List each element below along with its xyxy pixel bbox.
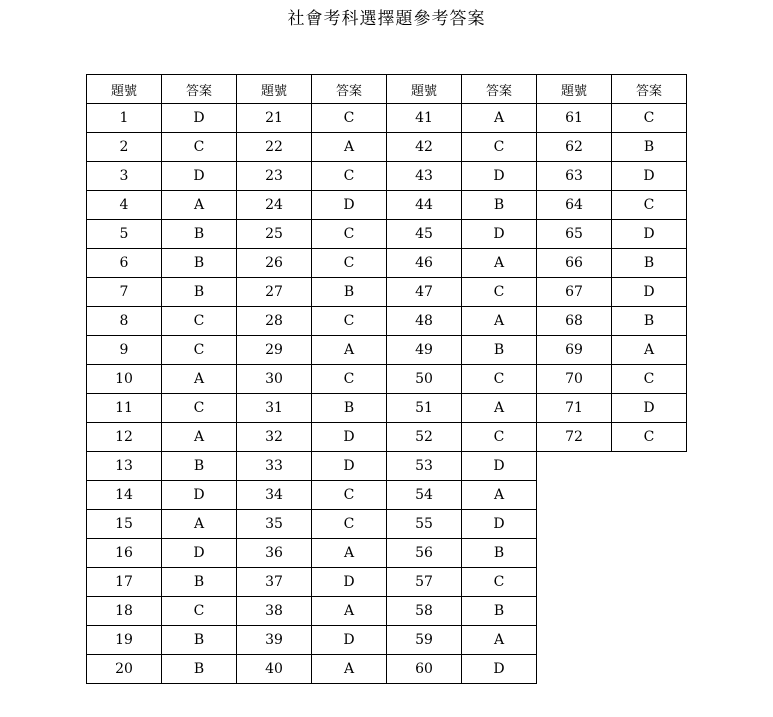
question-number-cell: 9 (87, 336, 162, 365)
answer-cell: B (162, 655, 237, 684)
question-number-cell: 30 (237, 365, 312, 394)
question-number-cell: 10 (87, 365, 162, 394)
answer-cell: B (612, 249, 687, 278)
question-number-cell: 16 (87, 539, 162, 568)
answer-cell: B (162, 626, 237, 655)
question-number-cell: 53 (387, 452, 462, 481)
answer-cell: A (312, 655, 387, 684)
answer-cell: D (162, 104, 237, 133)
table-row (87, 104, 687, 133)
question-number-header: 題號 (537, 75, 612, 104)
question-number-cell: 54 (387, 481, 462, 510)
question-number-cell: 47 (387, 278, 462, 307)
question-number-cell: 38 (237, 597, 312, 626)
answer-cell: B (162, 220, 237, 249)
answer-cell: D (462, 162, 537, 191)
answer-cell: D (462, 220, 537, 249)
answer-cell: C (162, 133, 237, 162)
answer-cell: D (612, 220, 687, 249)
answer-cell: D (462, 655, 537, 684)
answer-cell: A (462, 626, 537, 655)
answer-cell: D (462, 510, 537, 539)
answer-cell: C (462, 423, 537, 452)
question-number-cell: 4 (87, 191, 162, 220)
question-number-cell: 63 (537, 162, 612, 191)
question-number-cell: 8 (87, 307, 162, 336)
answer-table (86, 74, 687, 684)
answer-cell: D (312, 626, 387, 655)
table-header-row (87, 75, 687, 104)
answer-cell: D (162, 162, 237, 191)
question-number-cell: 43 (387, 162, 462, 191)
question-number-cell: 18 (87, 597, 162, 626)
question-number-cell: 49 (387, 336, 462, 365)
table-row (87, 394, 687, 423)
answer-cell: C (312, 365, 387, 394)
question-number-cell: 48 (387, 307, 462, 336)
empty-cell (612, 655, 687, 684)
answer-cell: C (612, 365, 687, 394)
empty-cell (537, 597, 612, 626)
answer-cell: C (162, 307, 237, 336)
question-number-cell: 34 (237, 481, 312, 510)
question-number-cell: 42 (387, 133, 462, 162)
answer-cell: B (612, 307, 687, 336)
answer-header: 答案 (312, 75, 387, 104)
answer-cell: C (612, 423, 687, 452)
question-number-cell: 15 (87, 510, 162, 539)
question-number-header: 題號 (237, 75, 312, 104)
answer-cell: D (312, 191, 387, 220)
question-number-header: 題號 (387, 75, 462, 104)
question-number-cell: 67 (537, 278, 612, 307)
question-number-cell: 6 (87, 249, 162, 278)
answer-cell: C (312, 104, 387, 133)
empty-cell (612, 539, 687, 568)
question-number-cell: 72 (537, 423, 612, 452)
question-number-cell: 13 (87, 452, 162, 481)
question-number-cell: 32 (237, 423, 312, 452)
question-number-cell: 57 (387, 568, 462, 597)
answer-cell: C (612, 191, 687, 220)
table-row (87, 278, 687, 307)
question-number-cell: 12 (87, 423, 162, 452)
question-number-cell: 58 (387, 597, 462, 626)
answer-header: 答案 (462, 75, 537, 104)
answer-cell: C (462, 568, 537, 597)
question-number-cell: 24 (237, 191, 312, 220)
question-number-cell: 64 (537, 191, 612, 220)
question-number-cell: 1 (87, 104, 162, 133)
empty-cell (537, 510, 612, 539)
question-number-cell: 36 (237, 539, 312, 568)
answer-cell: C (312, 481, 387, 510)
answer-cell: A (462, 394, 537, 423)
question-number-cell: 70 (537, 365, 612, 394)
answer-table-body (87, 104, 687, 684)
question-number-header: 題號 (87, 75, 162, 104)
empty-cell (612, 481, 687, 510)
empty-cell (612, 452, 687, 481)
answer-cell: D (612, 162, 687, 191)
answer-cell: A (462, 104, 537, 133)
answer-cell: C (462, 278, 537, 307)
question-number-cell: 69 (537, 336, 612, 365)
question-number-cell: 61 (537, 104, 612, 133)
question-number-cell: 14 (87, 481, 162, 510)
question-number-cell: 2 (87, 133, 162, 162)
answer-cell: B (462, 191, 537, 220)
answer-cell: D (312, 423, 387, 452)
question-number-cell: 11 (87, 394, 162, 423)
question-number-cell: 39 (237, 626, 312, 655)
question-number-cell: 37 (237, 568, 312, 597)
question-number-cell: 28 (237, 307, 312, 336)
question-number-cell: 55 (387, 510, 462, 539)
answer-cell: A (312, 336, 387, 365)
question-number-cell: 20 (87, 655, 162, 684)
answer-cell: A (312, 539, 387, 568)
question-number-cell: 65 (537, 220, 612, 249)
answer-cell: A (162, 510, 237, 539)
answer-cell: B (612, 133, 687, 162)
empty-cell (537, 568, 612, 597)
answer-header: 答案 (162, 75, 237, 104)
table-row (87, 481, 687, 510)
question-number-cell: 35 (237, 510, 312, 539)
question-number-cell: 21 (237, 104, 312, 133)
question-number-cell: 3 (87, 162, 162, 191)
table-row (87, 162, 687, 191)
page-title: 社會考科選擇題參考答案 (287, 9, 486, 29)
question-number-cell: 29 (237, 336, 312, 365)
empty-cell (537, 452, 612, 481)
answer-cell: C (312, 249, 387, 278)
empty-cell (537, 655, 612, 684)
table-row (87, 626, 687, 655)
question-number-cell: 19 (87, 626, 162, 655)
answer-cell: C (312, 162, 387, 191)
answer-cell: A (162, 423, 237, 452)
answer-cell: C (612, 104, 687, 133)
answer-cell: B (162, 452, 237, 481)
answer-cell: B (462, 336, 537, 365)
empty-cell (537, 626, 612, 655)
answer-cell: C (312, 307, 387, 336)
question-number-cell: 50 (387, 365, 462, 394)
question-number-cell: 7 (87, 278, 162, 307)
question-number-cell: 68 (537, 307, 612, 336)
question-number-cell: 26 (237, 249, 312, 278)
question-number-cell: 56 (387, 539, 462, 568)
table-row (87, 655, 687, 684)
question-number-cell: 60 (387, 655, 462, 684)
question-number-cell: 23 (237, 162, 312, 191)
answer-cell: A (162, 365, 237, 394)
question-number-cell: 25 (237, 220, 312, 249)
answer-cell: A (162, 191, 237, 220)
question-number-cell: 71 (537, 394, 612, 423)
question-number-cell: 22 (237, 133, 312, 162)
table-row (87, 336, 687, 365)
answer-cell: D (312, 452, 387, 481)
answer-cell: A (462, 307, 537, 336)
table-row (87, 452, 687, 481)
answer-cell: C (162, 394, 237, 423)
answer-cell: C (462, 133, 537, 162)
table-row (87, 365, 687, 394)
table-row (87, 510, 687, 539)
question-number-cell: 66 (537, 249, 612, 278)
answer-cell: C (162, 336, 237, 365)
answer-cell: B (162, 278, 237, 307)
answer-cell: C (462, 365, 537, 394)
answer-cell: A (462, 249, 537, 278)
answer-cell: D (612, 394, 687, 423)
answer-cell: C (312, 220, 387, 249)
answer-cell: A (312, 133, 387, 162)
table-row (87, 249, 687, 278)
answer-cell: B (312, 278, 387, 307)
question-number-cell: 45 (387, 220, 462, 249)
question-number-cell: 51 (387, 394, 462, 423)
answer-cell: D (162, 539, 237, 568)
answer-cell: D (312, 568, 387, 597)
answer-header: 答案 (612, 75, 687, 104)
question-number-cell: 59 (387, 626, 462, 655)
table-row (87, 191, 687, 220)
question-number-cell: 41 (387, 104, 462, 133)
question-number-cell: 46 (387, 249, 462, 278)
question-number-cell: 52 (387, 423, 462, 452)
table-row (87, 133, 687, 162)
answer-cell: A (612, 336, 687, 365)
empty-cell (612, 597, 687, 626)
table-row (87, 220, 687, 249)
question-number-cell: 27 (237, 278, 312, 307)
question-number-cell: 33 (237, 452, 312, 481)
empty-cell (612, 568, 687, 597)
answer-cell: B (462, 539, 537, 568)
answer-cell: B (312, 394, 387, 423)
empty-cell (537, 539, 612, 568)
answer-cell: D (612, 278, 687, 307)
question-number-cell: 40 (237, 655, 312, 684)
answer-cell: D (462, 452, 537, 481)
answer-cell: B (162, 568, 237, 597)
answer-cell: A (462, 481, 537, 510)
empty-cell (612, 510, 687, 539)
empty-cell (612, 626, 687, 655)
answer-cell: B (162, 249, 237, 278)
table-row (87, 597, 687, 626)
answer-cell: C (162, 597, 237, 626)
answer-cell: D (162, 481, 237, 510)
question-number-cell: 31 (237, 394, 312, 423)
question-number-cell: 44 (387, 191, 462, 220)
question-number-cell: 17 (87, 568, 162, 597)
answer-cell: A (312, 597, 387, 626)
table-row (87, 568, 687, 597)
answer-cell: B (462, 597, 537, 626)
table-row (87, 539, 687, 568)
question-number-cell: 62 (537, 133, 612, 162)
question-number-cell: 5 (87, 220, 162, 249)
empty-cell (537, 481, 612, 510)
table-row (87, 307, 687, 336)
answer-cell: C (312, 510, 387, 539)
table-row (87, 423, 687, 452)
